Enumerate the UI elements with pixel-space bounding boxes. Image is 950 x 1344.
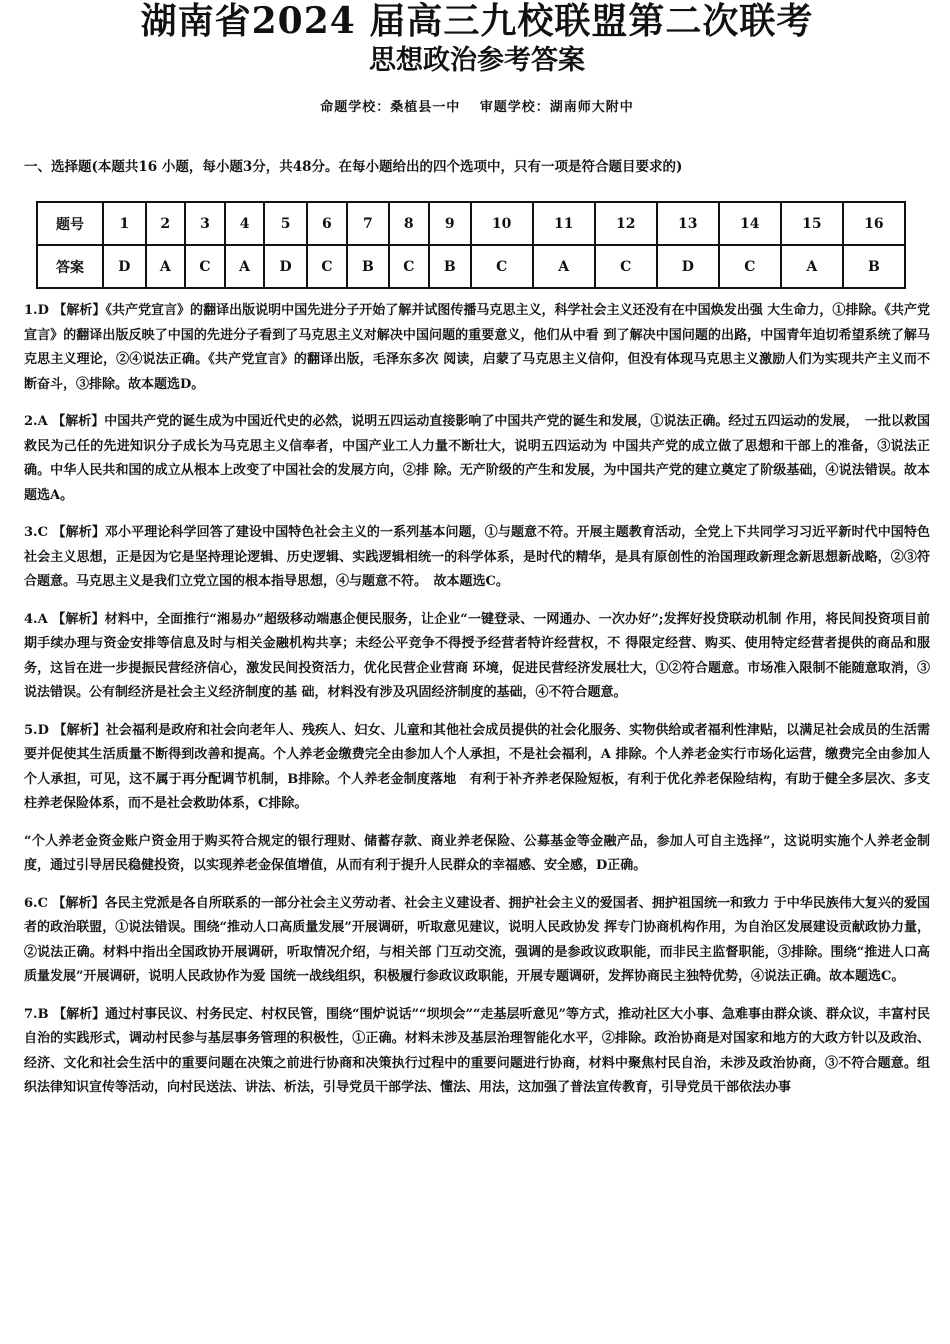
explanation-q3: 3.C 【解析】邓小平理论科学回答了建设中国特色社会主义的一系列基本问题，①与题意不符。开展主题教育活动，全党上下共同学习习近平新时代中国特色社会主义思想，正是因为它是坚持理论逻辑、历史逻辑、实践逻辑相统一的科学体系，是时代的精华，是具有原创性的治国理政新理念新思想新战略，②③符合题意。马克思主义是我们立党立国的根本指导思想，④与题意不符。 故本题选C。 — [24, 525, 930, 589]
answer-cell: A — [225, 245, 264, 288]
question-number: 8 — [389, 202, 429, 245]
question-number: 2 — [146, 202, 185, 245]
question-number: 7 — [347, 202, 389, 245]
question-number-row — [37, 202, 905, 245]
question-number: 12 — [595, 202, 657, 245]
question-number: 5 — [264, 202, 307, 245]
question-number: 14 — [719, 202, 781, 245]
answer-cell: D — [657, 245, 719, 288]
answer-cell: B — [429, 245, 471, 288]
answer-table — [36, 201, 906, 289]
question-number: 6 — [307, 202, 347, 245]
section-heading: 一、选择题(本题共16 小题，每小题3分，共48分。在每小题给出的四个选项中，只有一项是符合题目要求的) — [24, 159, 683, 175]
explanation-q5: 5.D 【解析】社会福利是政府和社会向老年人、残疾人、妇女、儿童和其他社会成员提供的社会化服务、实物供给或者福利性津贴，以满足社会成员的生活需要并促使其生活质量不断得到改善和提高。个人养老金缴费完全由参加人个人承担，不是社会福利，A 排除。个人养老金实行市场化运营，缴费完全由参加人个人承担，可见，这不属于再分配调节机制，B排除。个人养老金制度落地 有利于补齐养老保险短板，有利于优化养老保险结构，有助于健全多层次、多支柱养老保险体系，而不是社会救助体系，C排除。 — [24, 722, 930, 811]
explanation-q5-continued: “个人养老金资金账户资金用于购买符合规定的银行理财、储蓄存款、商业养老保险、公募基金等金融产品，参加人可自主选择”，这说明实施个人养老金制度，通过引导居民稳健投资，以实现养老金保值增值，从而有利于提升人民群众的幸福感、安全感，D正确。 — [24, 833, 930, 873]
document-subtitle: 思想政治参考答案 — [369, 45, 585, 76]
row-label-answer: 答案 — [37, 245, 103, 288]
row-label-number: 题号 — [37, 202, 103, 245]
answer-cell: C — [719, 245, 781, 288]
explanation-q7: 7.B 【解析】通过村事民议、村务民定、村权民管，围绕“围炉说话”“坝坝会”“走基层听意见”等方式，推动社区大小事、急难事由群众谈、群众议，丰富村民自治的实践形式，调动村民参与基层事务管理的积极性，①正确。材料未涉及基层治理智能化水平，②排除。政治协商是对国家和地方的大政方针以及政治、经济、文化和社会生活中的重要问题在决策之前进行协商和决策执行过程中的重要问题进行协商，材料中聚焦村民自治，未涉及政治协商，③不符合题意。组织法律知识宣传等活动，向村民送法、讲法、析法，引导党员干部学法、懂法、用法，这加强了普法宣传教育，引导党员干部依法办事 — [24, 1006, 930, 1095]
answer-cell: A — [781, 245, 843, 288]
explanation-q6: 6.C 【解析】各民主党派是各自所联系的一部分社会主义劳动者、社会主义建设者、拥护社会主义的爱国者、拥护祖国统一和致力 于中华民族伟大复兴的爱国者的政治联盟，①说法错误。围绕“推动人口高质量发展”开展调研，听取意见建议，说明人民政协发 挥专门协商机构作用，为自治区发展建设贡献政协力量，②说法正确。材料中指出全国政协开展调研，听取情况介绍，与相关部 门互动交流，强调的是参政议政职能，而非民主监督职能，③排除。围绕“推进人口高质量发展”开展调研，说明人民政协作为爱 国统一战线组织，积极履行参政议政职能，开展专题调研，发挥协商民主独特优势，④说法正确。故本题选C。 — [24, 895, 930, 984]
answer-cell: C — [389, 245, 429, 288]
answer-cell: B — [347, 245, 389, 288]
answer-cell: A — [533, 245, 595, 288]
answer-row — [37, 245, 905, 288]
school-credits: 命题学校：桑植县一中 审题学校：湖南师大附中 — [320, 100, 634, 115]
question-number: 10 — [471, 202, 533, 245]
answer-cell: C — [595, 245, 657, 288]
question-number: 4 — [225, 202, 264, 245]
answer-cell: C — [471, 245, 533, 288]
answer-cell: D — [264, 245, 307, 288]
question-number: 1 — [103, 202, 146, 245]
explanation-q1: 1.D 【解析】《共产党宣言》的翻译出版说明中国先进分子开始了解并试图传播马克思主义，科学社会主义还没有在中国焕发出强 大生命力，①排除。《共产党宣言》的翻译出版反映了中国的先进分子看到了马克思主义对解决中国问题的重要意义，他们从中看 到了解决中国问题的出路，中国青年迫切希望系统了解马克思主义理论，②④说法正确。《共产党宣言》的翻译出版，毛泽东多次 阅读，启蒙了马克思主义信仰，但没有体现马克思主义激励人们为实现共产主义而不断奋斗，③排除。故本题选D。 — [24, 303, 930, 392]
question-number: 11 — [533, 202, 595, 245]
answer-cell: A — [146, 245, 185, 288]
document-title: 湖南省2024 届高三九校联盟第二次联考 — [140, 0, 814, 42]
answer-cell: C — [307, 245, 347, 288]
question-number: 9 — [429, 202, 471, 245]
answer-cell: B — [843, 245, 905, 288]
answer-cell: D — [103, 245, 146, 288]
answer-cell: C — [185, 245, 225, 288]
question-number: 15 — [781, 202, 843, 245]
question-number: 13 — [657, 202, 719, 245]
explanation-q2: 2.A 【解析】中国共产党的诞生成为中国近代史的必然，说明五四运动直接影响了中国共产党的诞生和发展，①说法正确。经过五四运动的发展， 一批以救国救民为己任的先进知识分子成长为马克思主义信奉者，中国产业工人力量不断壮大，说明五四运动为 中国共产党的成立做了思想和干部上的准备，③说法正确。中华人民共和国的成立从根本上改变了中国社会的发展方向，②排 除。无产阶级的产生和发展，为中国共产党的建立奠定了阶级基础，④说法错误。故本题选A。 — [24, 414, 930, 503]
explanation-q4: 4.A 【解析】材料中，全面推行“湘易办”超级移动端惠企便民服务，让企业“一键登录、一网通办、一次办好”;发挥好投贷联动机制 作用，将民间投资项目前期手续办理与资金安排等信息及时与相关金融机构共享；未经公平竞争不得授予经营者特许经营权，不 得限定经营、购买、使用特定经营者提供的商品和服务，这旨在进一步提振民营经济信心，激发民间投资活力，优化民营企业营商 环境，促进民营经济发展壮大，①②符合题意。市场准入限制不能随意取消，③说法错误。公有制经济是社会主义经济制度的基 础，材料没有涉及巩固经济制度的基础，④不符合题意。 — [24, 611, 930, 700]
question-number: 16 — [843, 202, 905, 245]
question-number: 3 — [185, 202, 225, 245]
